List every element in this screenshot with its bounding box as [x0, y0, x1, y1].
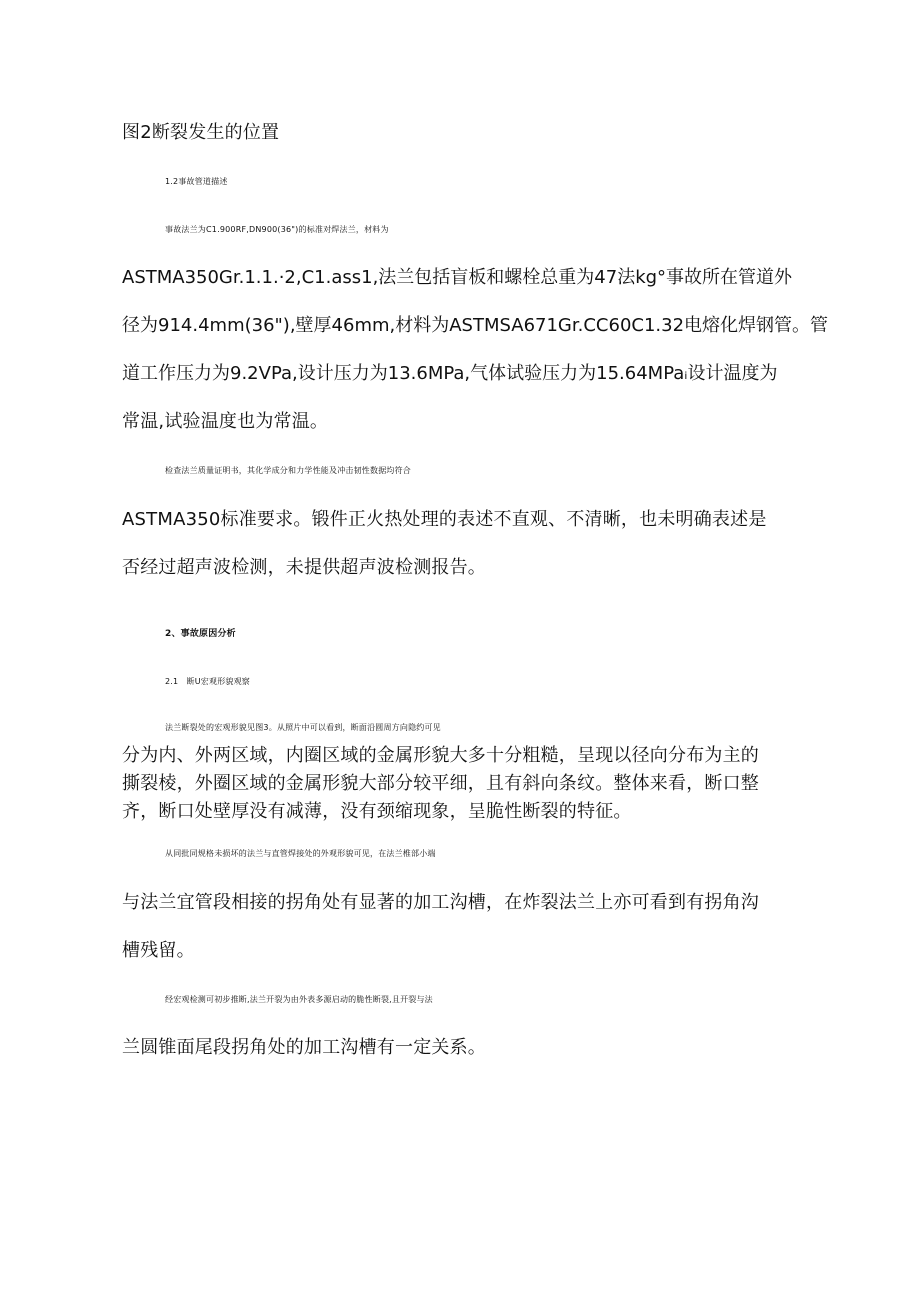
figure-caption: 图2断裂发生的位置: [122, 122, 280, 143]
section-heading-2: 2、事故原因分析: [165, 629, 236, 639]
paragraph-line: 从同批同规格未损坏的法兰与直管焊接处的外观形貌可见，在法兰椎部小端: [165, 849, 436, 858]
paragraph-line: 常温,试验温度也为常温。: [122, 411, 329, 432]
paragraph-line: ASTMA350Gr.1.1.·2,C1.ass1,法兰包括盲板和螺栓总重为47法kg°事故所在管道外: [122, 267, 793, 288]
paragraph-line: 经宏观检测可初步推断,法兰开裂为由外表多源启动的脆性断裂,且开裂与法: [165, 995, 433, 1004]
paragraph-line: 兰圆锥面尾段拐角处的加工沟槽有一定关系。: [122, 1037, 486, 1058]
paragraph-line: 否经过超声波检测，未提供超声波检测报告。: [122, 557, 486, 578]
paragraph-line: 与法兰宜管段相接的拐角处有显著的加工沟槽，在炸裂法兰上亦可看到有拐角沟: [122, 892, 759, 913]
paragraph-line: 检查法兰质量证明书，其化学成分和力学性能及冲击韧性数据均符合: [165, 466, 411, 475]
paragraph-line: 槽残留。: [122, 940, 195, 961]
paragraph-line: 事故法兰为C1.900RF,DN900(36")的标准对焊法兰，材料为: [165, 225, 389, 234]
paragraph-line: 径为914.4mm(36"),壁厚46mm,材料为ASTMSA671Gr.CC60C1.32电熔化焊钢管。管: [122, 315, 829, 336]
paragraph-line: 分为内、外两区域，内圈区域的金属形貌大多十分粗糙，呈现以径向分布为主的: [122, 745, 759, 766]
section-heading-1-2: 1.2事故管道描述: [165, 177, 228, 186]
paragraph-line: ASTMA350标准要求。锻件正火热处理的表述不直观、不清晰，也未明确表述是: [122, 509, 767, 530]
paragraph-line: 道工作压力为9.2VPa,设计压力为13.6MPa,气体试验压力为15.64MPaᵢ设计温度为: [122, 363, 778, 384]
paragraph-line: 法兰断裂处的宏观形貌见图3。从照片中可以看到，断面沿圆周方向隐约可见: [165, 723, 441, 732]
subsection-heading-2-1: 2.1 断U宏观形貌观察: [165, 677, 251, 686]
paragraph-line: 齐，断口处壁厚没有减薄，没有颈缩现象，呈脆性断裂的特征。: [122, 801, 632, 822]
paragraph-line: 撕裂棱，外圈区域的金属形貌大部分较平细，且有斜向条纹。整体来看，断口整: [122, 773, 759, 794]
